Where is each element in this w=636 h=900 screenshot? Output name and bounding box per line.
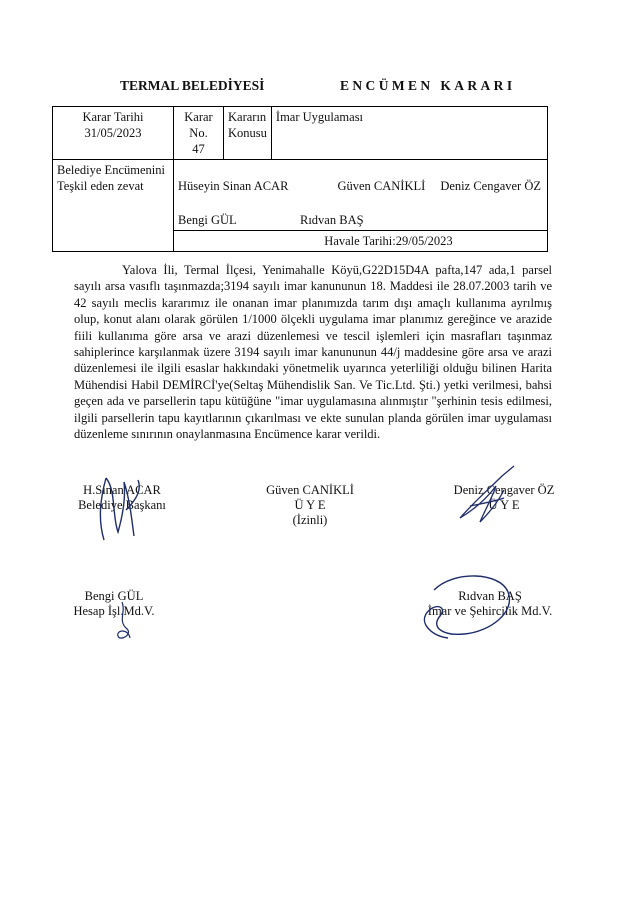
- signer-name: Bengi GÜL: [84, 589, 144, 603]
- decision-body-text: Yalova İli, Termal İlçesi, Yenimahalle Köyü,G22D15D4A pafta,147 ada,1 parsel sayılı arsa vasıflı taşınmazda;3194 sayılı imar kanununun 18. Maddesi ile 28.07.2003 tarih ve 42 sayılı meclis kararımız ile onanan imar planımızda tarım dışı amaçlı kullanıma ayrılmış olup, konut alanı olarak görülen 1/1000 ölçekli uygulama imar planımız gereğince ve arazide fiili kullanıma göre arsa ve arazi düzenlemesi ve tescil işlemleri için masrafları taşınmaz sahiplerince karşılanmak üzere 3194 sayılı imar kanununun 44/j maddesine göre arsa ve arazi düzenlemesi ile ilgili esaslar hakkındaki yönetmelik uyarınca yeterliliği olduğu bilinen Harita Mühendisi Habil DEMİRCİ'ye(Seltaş Mühendislik San. Ve Tic.Ltd. Şti.) yetki verilmesi, bahsi geçen ada ve parsellerin tapu kütüğüne "imar uygulamasına alınmıştır "şerhinin tesis edilmesi, ilgili parsellerin tapu kayıtlarının çıkarılması ve ekte sunulan planda görülen imar uygulaması düzenleme sınırının onaylanmasına Encümence karar verildi.: [74, 263, 552, 442]
- signer-title: Ü Y E: [488, 498, 520, 512]
- subject-label-cell: [224, 107, 272, 160]
- members-row-1: [178, 178, 543, 194]
- member-name: Bengi GÜL: [178, 213, 237, 227]
- document-type-title: ENCÜMEN KARARI: [340, 78, 516, 93]
- signature-block-ridvan: [420, 589, 560, 619]
- signer-name: H.Sinan ACAR: [83, 483, 161, 497]
- signer-note: (İzinli): [292, 513, 328, 527]
- decision-date-value: 31/05/2023: [84, 126, 142, 140]
- signer-title: Hesap İşl.Md.V.: [73, 604, 155, 618]
- decision-date-cell: [53, 107, 174, 160]
- decision-no-value: 47: [192, 142, 205, 156]
- referral-empty-cell: [53, 231, 174, 252]
- member-name: Deniz Cengaver ÖZ: [440, 179, 541, 193]
- subject-value: İmar Uygulaması: [271, 107, 547, 160]
- council-label-cell: [53, 160, 174, 231]
- members-cell: [174, 160, 548, 231]
- municipality-title: TERMAL BELEDİYESİ: [120, 78, 265, 93]
- signer-name: Rıdvan BAŞ: [458, 589, 522, 603]
- signer-title: Ü Y E: [294, 498, 326, 512]
- member-name: Hüseyin Sinan ACAR: [178, 179, 289, 193]
- decision-meta-table: [52, 106, 548, 252]
- decision-no-label: Karar No.: [184, 110, 213, 140]
- signature-block-deniz: [436, 483, 572, 513]
- signer-title: Belediye Başkanı: [78, 498, 166, 512]
- signature-block-mayor: [66, 483, 178, 513]
- referral-date: Havale Tarihi:29/05/2023: [174, 231, 548, 252]
- council-label-line1: Belediye Encümenini: [57, 163, 165, 177]
- signer-name: Güven CANİKLİ: [266, 483, 354, 497]
- subject-label-line2: Konusu: [228, 126, 267, 140]
- decision-date-label: Karar Tarihi: [82, 110, 144, 124]
- member-name: Güven CANİKLİ: [337, 179, 426, 193]
- member-name: Rıdvan BAŞ: [300, 213, 364, 227]
- signature-block-guven: [250, 483, 370, 528]
- signer-name: Deniz Cengaver ÖZ: [453, 483, 555, 497]
- members-row-2: [178, 212, 543, 228]
- decision-no-cell: [174, 107, 224, 160]
- signature-block-bengi: [64, 589, 164, 619]
- signer-title: İmar ve Şehircilik Md.V.: [427, 604, 553, 618]
- council-label-line2: Teşkil eden zevat: [57, 179, 144, 193]
- subject-label-line1: Kararın: [228, 110, 267, 124]
